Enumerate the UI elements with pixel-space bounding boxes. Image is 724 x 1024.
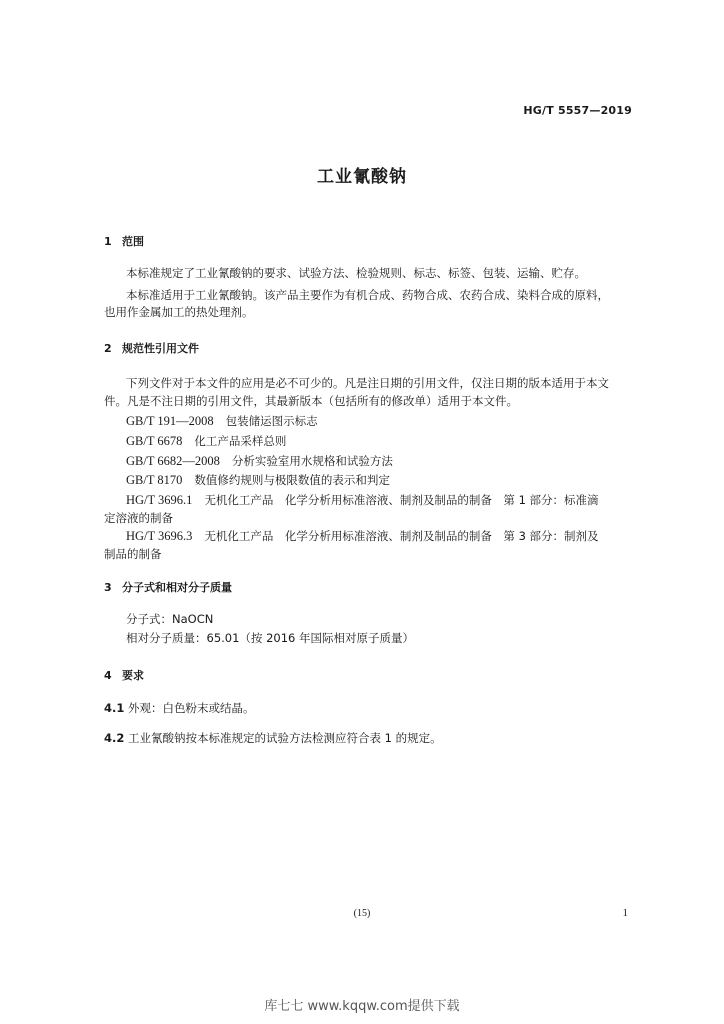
subsection (104, 700, 255, 716)
document-title: 工业氰酸钠 (317, 167, 407, 187)
reference-title: 无机化工产品 化学分析用标准溶液、制剂及制品的制备 第 1 部分：标准滴 (204, 493, 599, 507)
paragraph-line: 本标准适用于工业氰酸钠。该产品主要作为有机合成、药物合成、农药合成、染料合成的原料， (126, 288, 609, 302)
reference-title: 化工产品采样总则 (194, 434, 287, 448)
section-number: 3 (104, 581, 112, 594)
paragraph-line: 本标准规定了工业氰酸钠的要求、试验方法、检验规则、标志、标签、包装、运输、贮存。 (126, 266, 586, 280)
subsection (104, 730, 442, 746)
reference-title: 无机化工产品 化学分析用标准溶液、制剂及制品的制备 第 3 部分：制剂及 (204, 529, 599, 543)
subsection-number: 4.2 (104, 731, 125, 745)
reference-continuation: 制品的制备 (104, 547, 162, 561)
reference-continuation: 定溶液的制备 (104, 511, 173, 525)
subsection-text: 外观：白色粉末或结晶。 (128, 701, 255, 715)
reference-item (126, 453, 393, 469)
section-title: 规范性引用文件 (122, 342, 199, 355)
standard-code: HG/T 5557—2019 (523, 104, 632, 117)
paragraph-line: 也用作金属加工的热处理剂。 (104, 305, 254, 319)
reference-title: 包装储运图示标志 (225, 414, 318, 428)
reference-item (126, 413, 318, 429)
bracket-page-number: (15) (353, 908, 371, 919)
reference-title: 数值修约规则与极限数值的表示和判定 (194, 473, 390, 487)
paragraph-line: 下列文件对于本文件的应用是必不可少的。凡是注日期的引用文件，仅注日期的版本适用于本文 (126, 376, 609, 390)
reference-code: HG/T 3696.1 (126, 493, 193, 507)
reference-code: GB/T 191—2008 (126, 414, 214, 428)
reference-code: GB/T 8170 (126, 473, 183, 487)
section-heading (104, 233, 144, 249)
subsection-text: 工业氰酸钠按本标准规定的试验方法检测应符合表 1 的规定。 (128, 731, 442, 745)
section-heading (104, 579, 232, 595)
section-heading (104, 667, 144, 683)
section-title: 分子式和相对分子质量 (122, 581, 232, 594)
section-heading (104, 340, 199, 356)
download-watermark: 库七七 www.kqqw.com提供下载 (264, 999, 460, 1014)
section-number: 2 (104, 342, 112, 355)
subsection-number: 4.1 (104, 701, 125, 715)
reference-item (126, 528, 599, 544)
page-number: 1 (622, 907, 628, 919)
section-title: 要求 (122, 669, 144, 682)
reference-item (126, 492, 599, 508)
reference-code: GB/T 6678 (126, 434, 183, 448)
reference-item (126, 433, 286, 449)
section-number: 4 (104, 669, 112, 682)
reference-code: HG/T 3696.3 (126, 529, 193, 543)
section-title: 范围 (122, 235, 144, 248)
section-number: 1 (104, 235, 112, 248)
reference-title: 分析实验室用水规格和试验方法 (231, 454, 393, 468)
paragraph-line: 件。凡是不注日期的引用文件，其最新版本（包括所有的修改单）适用于本文件。 (104, 394, 518, 408)
molecular-mass-line: 相对分子质量：65.01（按 2016 年国际相对原子质量） (126, 631, 414, 645)
reference-item (126, 472, 390, 488)
formula-line: 分子式：NaOCN (126, 612, 214, 626)
reference-code: GB/T 6682—2008 (126, 454, 220, 468)
